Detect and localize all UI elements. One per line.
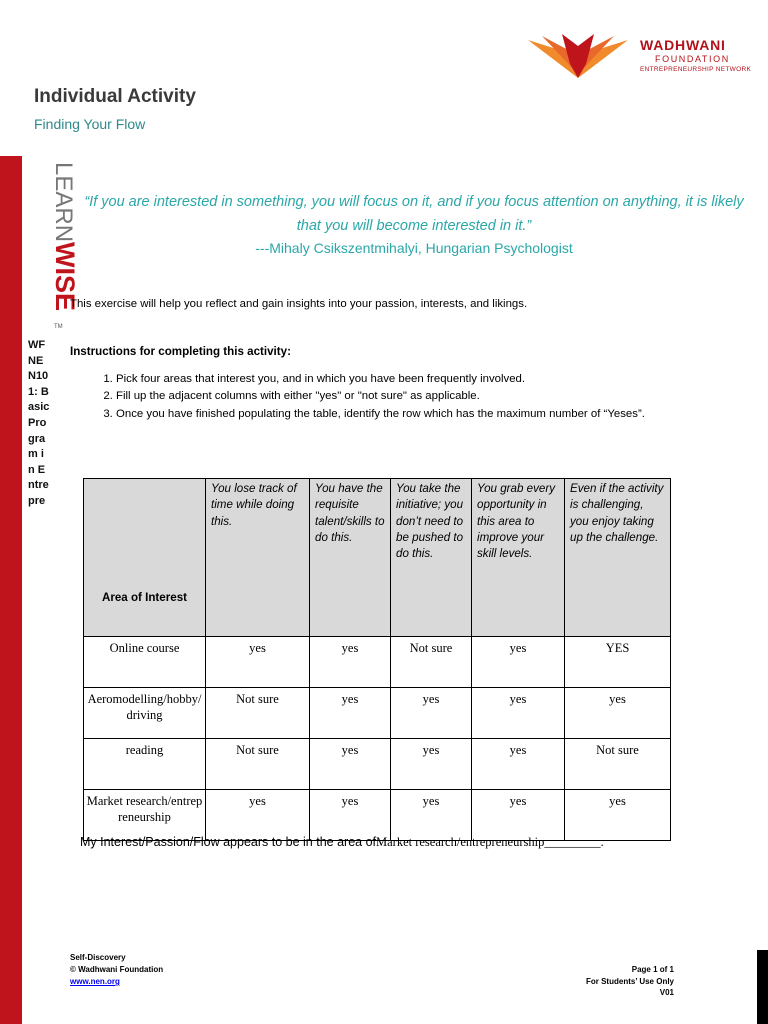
result-label: My Interest/Passion/Flow appears to be in the area of [80, 835, 376, 849]
sidebar-red-bar [0, 156, 22, 1024]
column-header: You have the requisite talent/skills to do this. [310, 479, 391, 637]
activity-table [83, 478, 671, 841]
column-header: Area of Interest [84, 479, 206, 637]
usage-note: For Students’ Use Only [585, 976, 674, 986]
version-label: V01 [659, 988, 674, 997]
wadhwani-logo-mark-icon [528, 34, 628, 80]
table-row [84, 790, 671, 841]
table-cell: yes [472, 637, 565, 688]
table-cell: yes [472, 739, 565, 790]
page-title: Individual Activity [34, 86, 196, 107]
table-row [84, 688, 671, 739]
page-subtitle: Finding Your Flow [34, 116, 146, 132]
area-cell: Online course [84, 637, 206, 688]
table-cell: Not sure [206, 688, 310, 739]
table-row [84, 637, 671, 688]
footer-copyright: © Wadhwani Foundation [70, 965, 164, 974]
area-cell: Aeromodelling/hobby/driving [84, 688, 206, 739]
learnwise-logo [36, 162, 80, 332]
intro-text: This exercise will help you reflect and gain insights into your passion, interests, and likings. [70, 298, 528, 310]
footer-left [70, 952, 163, 988]
column-header: Even if the activity is challenging, you enjoy taking up the challenge. [565, 479, 671, 637]
column-header: You take the initiative; you don’t need to be pushed to do this. [391, 479, 472, 637]
quote-attribution: ---Mihaly Csikszentmihalyi, Hungarian Psychologist [255, 240, 573, 256]
instruction-item: 1. Pick four areas that interest you, and in which you have been frequently involved. [116, 371, 716, 388]
table-cell: Not sure [565, 739, 671, 790]
table-cell: yes [391, 739, 472, 790]
result-blank: _________. [544, 835, 604, 849]
table-cell: Not sure [206, 739, 310, 790]
edge-black-bar [757, 950, 768, 1024]
instruction-item: 2. Fill up the adjacent columns with either "yes" or "not sure" as applicable. [116, 388, 716, 405]
table-cell: yes [310, 637, 391, 688]
instructions-list [92, 371, 716, 423]
footer-right [560, 964, 674, 999]
table-cell: yes [206, 790, 310, 841]
learnwise-light-text: LEARN [50, 162, 77, 243]
table-header-row [84, 479, 671, 637]
trademark-mark: TM [54, 324, 63, 330]
logo-tagline: ENTREPRENEURSHIP NETWORK [640, 66, 752, 73]
column-header: You lose track of time while doing this. [206, 479, 310, 637]
table-cell: yes [206, 637, 310, 688]
page-number: Page 1 of 1 [631, 965, 674, 974]
table-cell: YES [565, 637, 671, 688]
table-cell: yes [310, 790, 391, 841]
table-cell: yes [310, 739, 391, 790]
table-cell: yes [472, 790, 565, 841]
table-cell: yes [565, 688, 671, 739]
column-header: You grab every opportunity in this area to improve your skill levels. [472, 479, 565, 637]
logo-foundation: FOUNDATION [655, 54, 730, 64]
table-cell: yes [310, 688, 391, 739]
table-cell: yes [391, 790, 472, 841]
table-cell: yes [565, 790, 671, 841]
quote-text: “If you are interested in something, you will focus on it, and if you focus attention on anything, it is likely that you will become interested in it.” [84, 194, 744, 234]
table-row [84, 739, 671, 790]
logo-name: WADHWANI [640, 37, 726, 53]
instruction-item: 3. Once you have finished populating the table, identify the row which has the maximum number of “Yeses”. [116, 406, 716, 423]
table-cell: yes [472, 688, 565, 739]
result-answer: Market research/entrepreneurship [376, 835, 545, 849]
result-line [80, 835, 604, 850]
footer-section: Self-Discovery [70, 953, 126, 962]
instructions-heading: Instructions for completing this activity: [70, 345, 291, 358]
footer-link[interactable]: www.nen.org [70, 977, 120, 986]
course-code-vertical: WFNEN101: Basic Program in Entrepre [28, 339, 50, 507]
table-cell: yes [391, 688, 472, 739]
table-cell: Not sure [391, 637, 472, 688]
area-cell: reading [84, 739, 206, 790]
learnwise-bold-text: WISE [50, 242, 80, 312]
area-cell: Market research/entrepreneurship [84, 790, 206, 841]
